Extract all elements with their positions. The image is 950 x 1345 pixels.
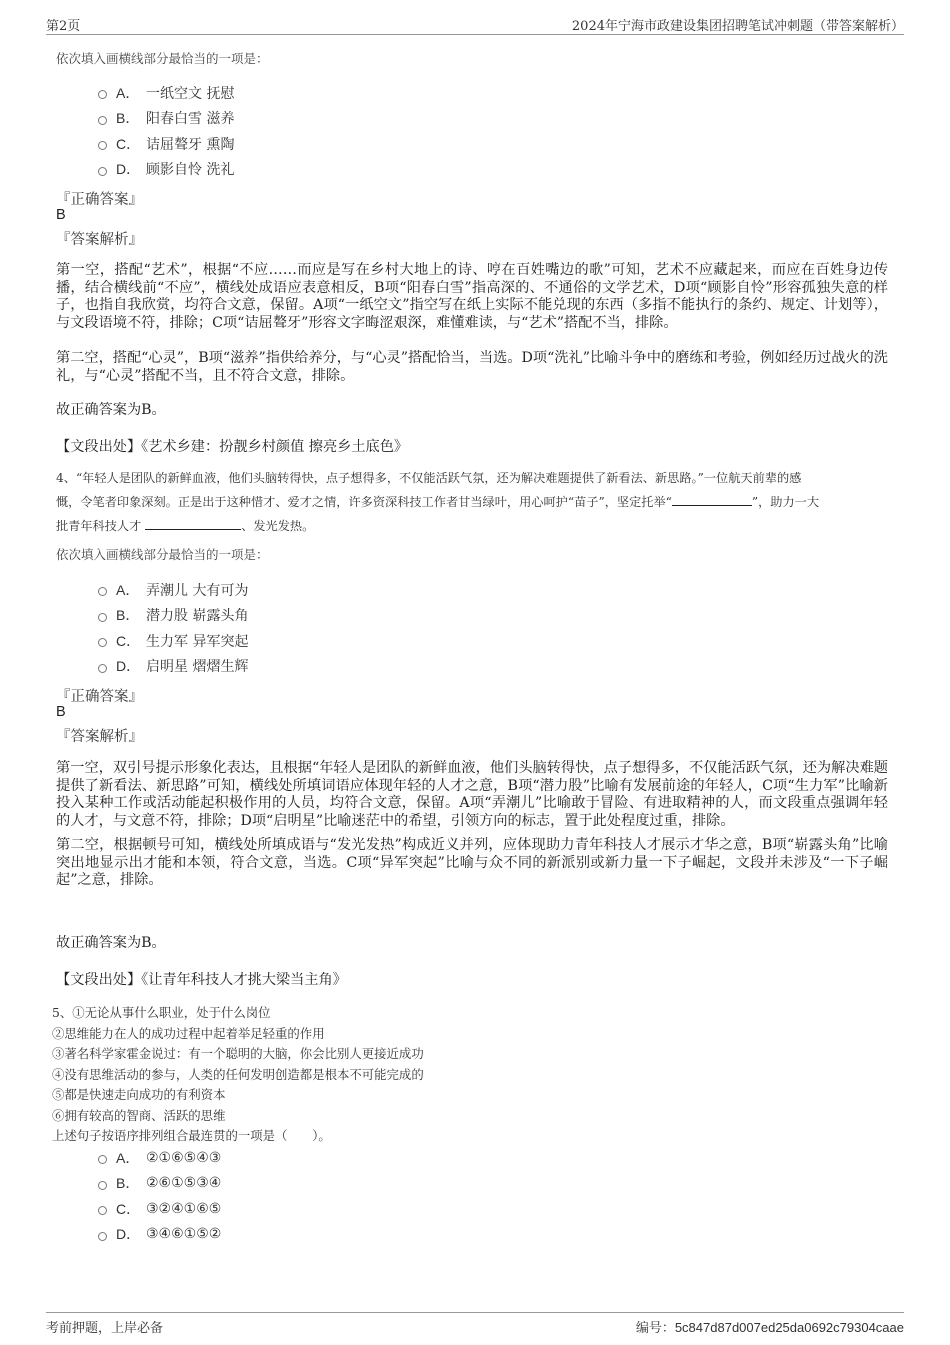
document-title: 2024年宁海市政建设集团招聘笔试冲刺题（带答案解析） [571,19,904,34]
radio-icon[interactable] [98,664,107,673]
q4-option-d[interactable]: D． 启明星 熠熠生辉 [98,654,248,680]
code-label: 编号： [635,1321,675,1336]
q3-analysis-paragraph-1: 第一空，搭配“艺术”，根据“不应……而应是写在乡村大地上的诗、哼在百姓嘴边的歌”可知，艺术不应藏起来，而应在百姓身边传播，结合横线前“不应”，横线处成语应表意相反，B项“阳春白雪”指高深的、不通俗的文学艺术，D项“顾影自怜”形容孤独失意的样子，也指自我欣赏，均符合文意，保留。A项“一纸空文”指空写在纸上实际不能兑现的东西（多指不能执行的条约、规定、计划等），与文段语境不符，排除；C项“诘屈聱牙”形容文字晦涩艰深，难懂难读，与“艺术”搭配不当，排除。 [56,262,888,331]
blank-2 [145,517,241,530]
code-value: 5c847d87d007ed25da0692c79304caae [674,1320,904,1335]
q4-analysis-label: 『答案解析』 [56,729,143,745]
q4-analysis-paragraph-3: 故正确答案为B。 [56,935,166,951]
document-code [636,1317,904,1336]
q3-options [98,80,234,182]
radio-icon[interactable] [98,90,107,99]
q5-sentence: ⑤都是快速走向成功的有利资本 [52,1087,226,1102]
q3-analysis-paragraph-3: 故正确答案为B。 [56,402,166,418]
blank-1 [672,493,752,506]
q3-analysis-label: 『答案解析』 [56,232,143,248]
q4-source: 【文段出处】《让青年科技人才挑大梁当主角》 [56,972,347,988]
radio-icon[interactable] [98,1206,107,1215]
q5-sentences [52,1003,424,1147]
q5-sentence: 5、①无论从事什么职业，处于什么岗位 [52,1005,271,1020]
radio-icon[interactable] [98,613,107,622]
q4-stem-line-2: 慨，令笔者印象深刻。正是出于这种惜才、爱才之情，许多资深科技工作者甘当绿叶，用心呵护“苗子”，坚定托举“ ”，助力一大 [56,495,820,509]
q5-option-d[interactable]: D． ③④⑥①⑤② [98,1222,221,1248]
radio-icon[interactable] [98,587,107,596]
q3-prompt: 依次填入画横线部分最恰当的一项是： [56,51,269,66]
footer-slogan: 考前押题，上岸必备 [46,1321,164,1336]
radio-icon[interactable] [98,1232,107,1241]
q4-analysis-paragraph-1: 第一空，双引号提示形象化表达，且根据“年轻人是团队的新鲜血液，他们头脑转得快，点子想得多，不仅能活跃气氛，还为解决难题提供了新看法、新思路”可知，横线处所填词语应体现年轻的人才之意，B项“潜力股”比喻有发展前途的年轻人，C项“生力军”比喻新投入某种工作或活动能起积极作用的人员，均符合文意，保留。A项“弄潮儿”比喻敢于冒险、有进取精神的人，而文段重点强调年轻的人才，与文意不符，排除；D项“启明星”比喻迷茫中的希望，引领方向的标志，置于此处程度过重，排除。 [56,760,888,829]
q4-option-c[interactable]: C． 生力军 异军突起 [98,628,248,654]
q5-sentence: ②思维能力在人的成功过程中起着举足轻重的作用 [52,1025,325,1041]
q4-option-b[interactable]: B． 潜力股 崭露头角 [98,603,248,629]
radio-icon[interactable] [98,1181,107,1190]
q5-sentence: ④没有思维活动的参与，人类的任何发明创造都是根本不可能完成的 [52,1066,424,1082]
q5-sentence: ③著名科学家霍金说过：有一个聪明的大脑，你会比别人更接近成功 [52,1046,424,1061]
q5-question: 上述句子按语序排列组合最连贯的一项是（ ）。 [52,1128,331,1143]
q4-answer: B [56,704,66,720]
q4-stem [56,466,890,538]
q4-prompt: 依次填入画横线部分最恰当的一项是： [56,547,269,562]
radio-icon[interactable] [98,116,107,125]
q3-option-b[interactable]: B． 阳春白雪 滋养 [98,106,234,132]
page-footer [46,1312,904,1337]
q5-option-c[interactable]: C． ③②④①⑥⑤ [98,1196,221,1222]
q3-analysis-paragraph-2: 第二空，搭配“心灵”，B项“滋养”指供给养分，与“心灵”搭配恰当，当选。D项“洗礼”比喻斗争中的磨练和考验，例如经历过战火的洗礼，与“心灵”搭配不当，且不符合文意，排除。 [56,350,888,384]
page-number: 第2页 [46,19,81,34]
q5-option-b[interactable]: B． ②⑥①⑤③④ [98,1171,221,1197]
q3-source: 【文段出处】《艺术乡建：扮靓乡村颜值 擦亮乡土底色》 [56,439,409,455]
q5-sentence: ⑥拥有较高的智商、活跃的思维 [52,1107,226,1123]
q4-stem-line-3: 批青年科技人才 、发光发热。 [56,519,315,533]
q4-analysis-paragraph-2: 第二空，根据顿号可知，横线处所填成语与“发光发热”构成近义并列，应体现助力青年科技人才展示才华之意，B项“崭露头角”比喻突出地显示出才能和本领，符合文意，当选。C项“异军突起”比喻与众不同的新派别或新力量一下子崛起，文段并未涉及“一下子崛起”之意，排除。 [56,837,888,888]
q3-option-c[interactable]: C． 诘屈聱牙 熏陶 [98,131,234,157]
q4-option-a[interactable]: A． 弄潮儿 大有可为 [98,577,248,603]
q4-options [98,577,248,679]
q3-option-a[interactable]: A． 一纸空文 抚慰 [98,80,234,106]
q5-option-a[interactable]: A． ②①⑥⑤④③ [98,1145,221,1171]
radio-icon[interactable] [98,638,107,647]
q3-answer: B [56,207,66,223]
q4-answer-label: 『正确答案』 [56,689,143,705]
radio-icon[interactable] [98,1155,107,1164]
q5-options [98,1145,221,1247]
radio-icon[interactable] [98,167,107,176]
page-header [46,12,904,35]
q4-stem-line-1: 4、“年轻人是团队的新鲜血液，他们头脑转得快，点子想得多，不仅能活跃气氛，还为解决难题提供了新看法、新思路。”一位航天前辈的感 [56,471,802,485]
q3-option-d[interactable]: D． 顾影自怜 洗礼 [98,157,234,183]
q3-answer-label: 『正确答案』 [56,192,143,208]
radio-icon[interactable] [98,141,107,150]
